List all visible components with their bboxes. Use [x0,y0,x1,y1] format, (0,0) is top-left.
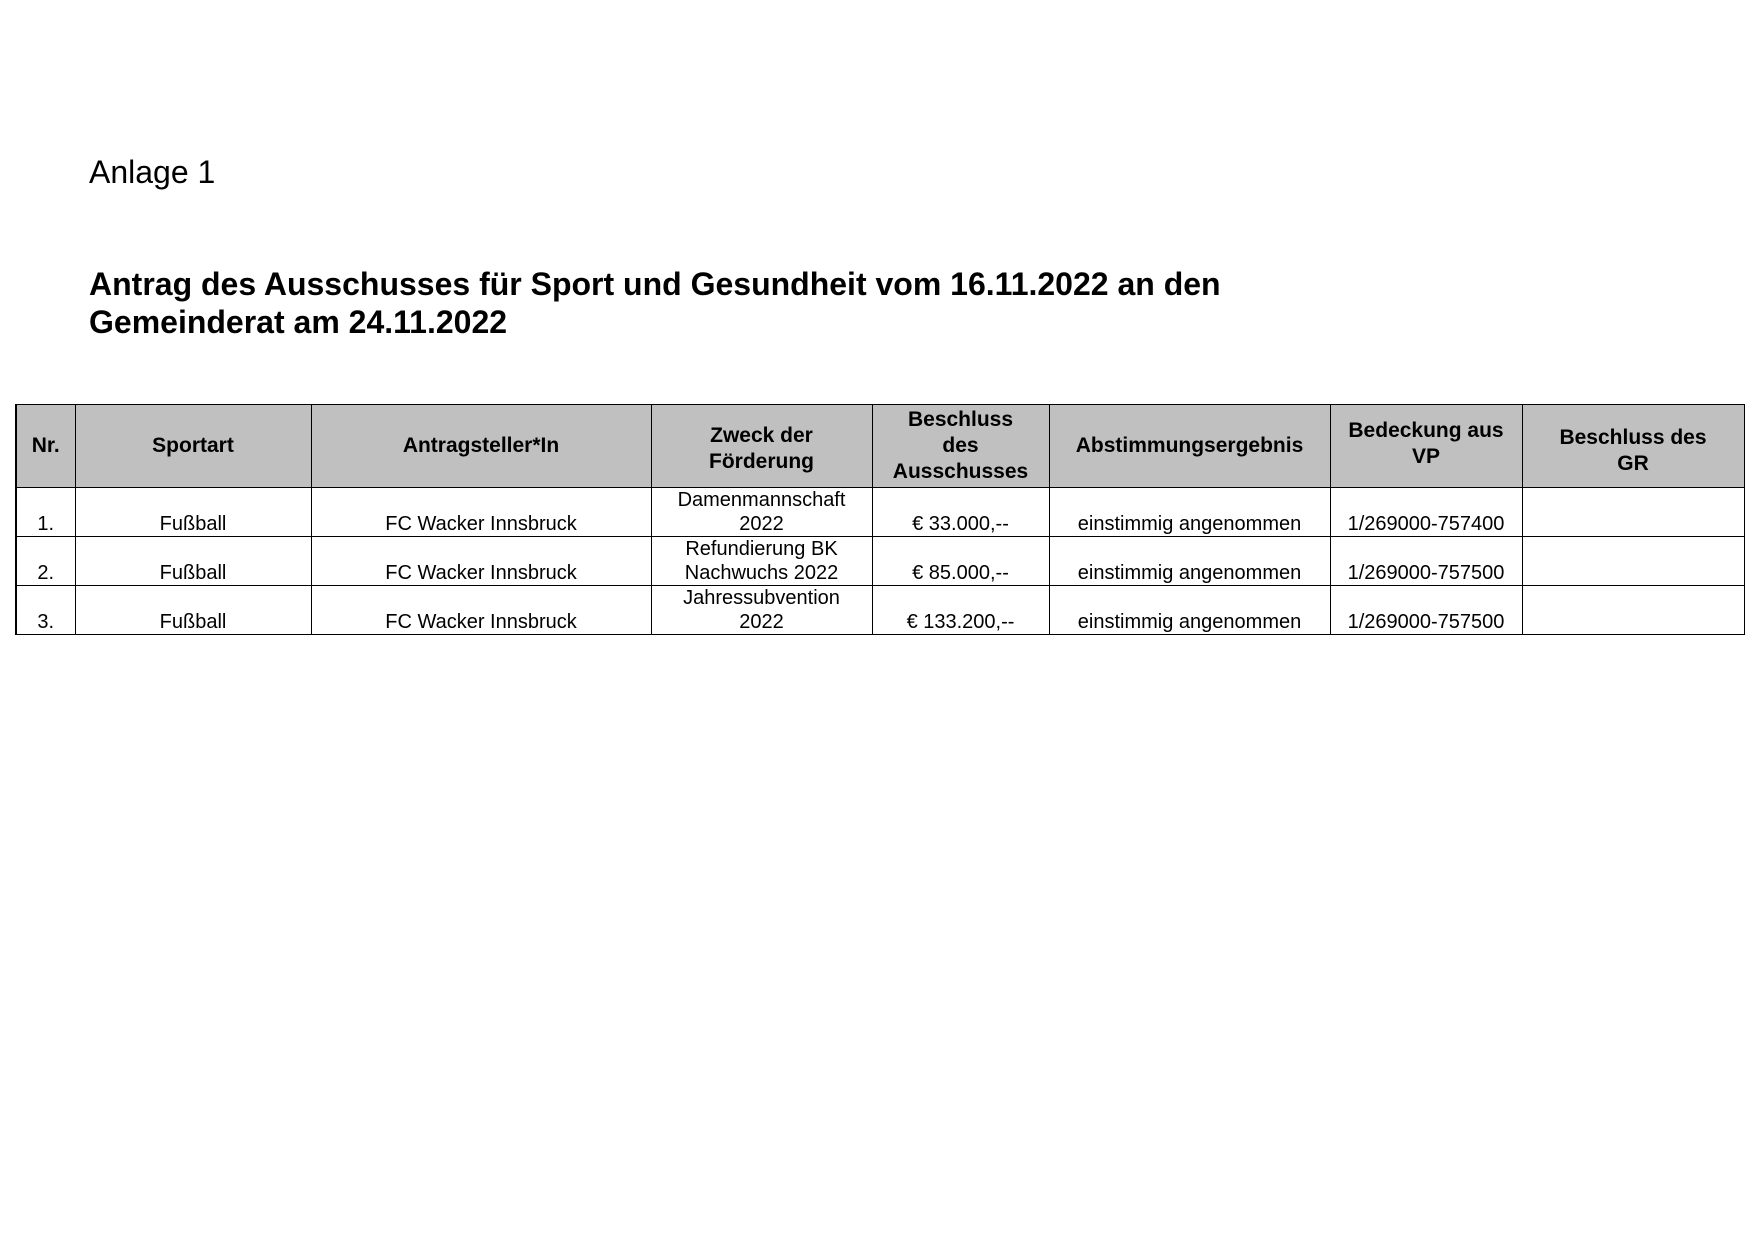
cell-antragsteller: FC Wacker Innsbruck [311,488,651,537]
cell-beschluss-gr [1522,586,1744,635]
header-beschluss-gr-line-2: GR [1617,452,1649,475]
header-nr [16,405,75,488]
cell-zweck [651,488,872,537]
cell-beschluss-ausschuss: € 85.000,-- [872,537,1049,586]
cell-beschluss-ausschuss: € 33.000,-- [872,488,1049,537]
table-row [16,488,1744,537]
cell-abstimmung: einstimmig angenommen [1049,488,1330,537]
cell-sportart: Fußball [75,586,311,635]
cell-nr: 2. [16,537,75,586]
header-abstimmung [1049,405,1330,488]
cell-zweck-line-1: Damenmannschaft [677,489,846,511]
header-antragsteller-label: Antragsteller*In [402,434,560,457]
cell-nr: 3. [16,586,75,635]
header-beschluss-ausschuss-line-2: des [942,434,979,457]
header-beschluss-gr [1522,405,1744,488]
cell-zweck [651,586,872,635]
header-beschluss-gr-line-1: Beschluss des [1559,426,1707,449]
cell-zweck-line-1: Refundierung BK [685,538,838,560]
table-row [16,586,1744,635]
header-zweck-line-1: Zweck der [710,424,813,447]
cell-bedeckung: 1/269000-757400 [1330,488,1522,537]
header-beschluss-ausschuss [872,405,1049,488]
header-sportart [75,405,311,488]
cell-zweck-line-1: Jahressubvention [683,587,840,609]
header-antragsteller [311,405,651,488]
cell-zweck [651,537,872,586]
annex-label: Anlage 1 [89,154,216,190]
document-title-line-2: Gemeinderat am 24.11.2022 [89,304,508,340]
cell-sportart: Fußball [75,488,311,537]
cell-zweck-line-2: 2022 [739,611,784,633]
cell-abstimmung: einstimmig angenommen [1049,537,1330,586]
header-bedeckung [1330,405,1522,488]
header-zweck [651,405,872,488]
grants-table [15,404,1745,635]
cell-bedeckung: 1/269000-757500 [1330,537,1522,586]
document-title-line-1: Antrag des Ausschusses für Sport und Gesundheit vom 16.11.2022 an den [89,266,1221,302]
cell-antragsteller: FC Wacker Innsbruck [311,586,651,635]
cell-bedeckung: 1/269000-757500 [1330,586,1522,635]
cell-zweck-line-2: Nachwuchs 2022 [684,562,839,584]
cell-abstimmung: einstimmig angenommen [1049,586,1330,635]
table-header-row [16,405,1744,488]
cell-nr: 1. [16,488,75,537]
header-beschluss-ausschuss-line-1: Beschluss [907,408,1014,431]
header-nr-label: Nr. [31,434,60,457]
header-bedeckung-line-2: VP [1411,445,1440,468]
header-sportart-label: Sportart [152,434,234,457]
cell-beschluss-gr [1522,488,1744,537]
cell-antragsteller: FC Wacker Innsbruck [311,537,651,586]
header-bedeckung-line-1: Bedeckung aus [1348,419,1504,442]
cell-beschluss-ausschuss: € 133.200,-- [872,586,1049,635]
cell-beschluss-gr [1522,537,1744,586]
cell-sportart: Fußball [75,537,311,586]
header-beschluss-ausschuss-line-3: Ausschusses [892,460,1029,483]
header-abstimmung-label: Abstimmungsergebnis [1075,434,1304,457]
table-row [16,537,1744,586]
cell-zweck-line-2: 2022 [739,513,784,535]
document-title [89,265,1489,341]
header-zweck-line-2: Förderung [709,450,814,473]
